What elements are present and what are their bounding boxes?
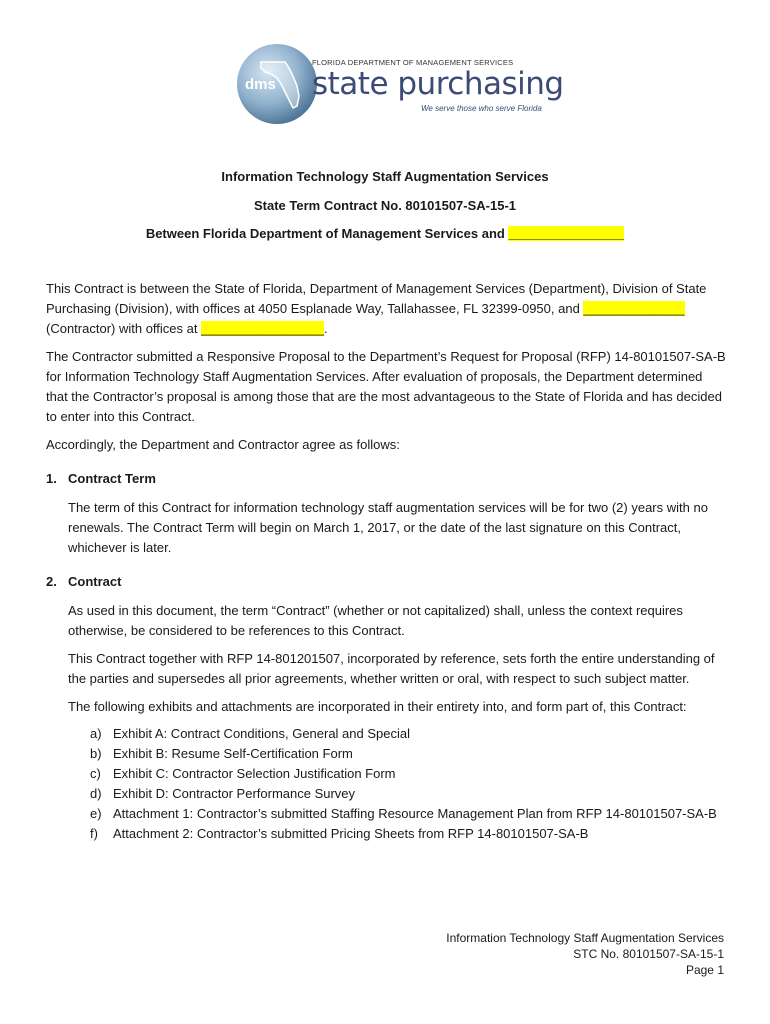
- contractor-blank[interactable]: ______________: [583, 301, 685, 316]
- intro-line-2: [46, 299, 726, 319]
- list-item-label: a): [90, 726, 102, 741]
- list-item: [90, 804, 717, 824]
- list-item-text: Exhibit D: Contractor Performance Survey: [113, 786, 356, 801]
- section-2-paragraph-1: As used in this document, the term “Contract” (whether or not capitalized) shall, unless the context requires otherwise, be considered to be references to this Contract.: [68, 603, 683, 638]
- list-item-text: Exhibit B: Resume Self-Certification Form: [113, 746, 353, 761]
- footer-title: Information Technology Staff Augmentation Services: [446, 931, 724, 945]
- list-item-text: Attachment 2: Contractor’s submitted Pricing Sheets from RFP 14-80101507-SA-B: [113, 826, 589, 841]
- intro-line-1: This Contract is between the State of Florida, Department of Management Services (Department), Division of State: [46, 281, 707, 296]
- section-2-title: Contract: [68, 574, 122, 589]
- list-item-label: f): [90, 826, 98, 841]
- list-item-text: Attachment 1: Contractor’s submitted Staffing Resource Management Plan from RFP 14-80101507-SA-B: [113, 806, 717, 821]
- section-2-paragraph-3: The following exhibits and attachments are incorporated in their entirety into, and form part of, this Contract:: [68, 699, 687, 714]
- list-item: [90, 744, 717, 764]
- list-item-text: Exhibit C: Contractor Selection Justification Form: [113, 766, 396, 781]
- intro-paragraph: [46, 279, 726, 339]
- logo-name: state purchasing: [312, 66, 564, 102]
- state-purchasing-logo: [237, 44, 564, 134]
- globe-icon: [237, 44, 317, 124]
- intro-line-3-text: (Contractor) with offices at: [46, 321, 202, 336]
- contract-number: State Term Contract No. 80101507-SA-15-1: [253, 198, 517, 213]
- logo-abbr: dms: [245, 76, 276, 93]
- list-item-label: b): [90, 746, 102, 761]
- section-2-heading: [46, 574, 121, 589]
- parties-text: Between Florida Department of Management Services and: [145, 226, 505, 241]
- list-item-label: c): [90, 766, 101, 781]
- section-2-number: 2.: [46, 574, 57, 589]
- section-1-title: Contract Term: [68, 471, 156, 486]
- section-1-paragraph: The term of this Contract for information technology staff augmentation services will be for two (2) years with no renewals. The Contract Term will begin on March 1, 2017, or the date of the last signature on this Contract, whichever is later.: [68, 500, 708, 555]
- list-item: [90, 724, 717, 744]
- section-1-number: 1.: [46, 471, 57, 486]
- page-number: Page 1: [685, 963, 724, 977]
- parties-line: [0, 226, 770, 241]
- agree-paragraph: Accordingly, the Department and Contractor agree as follows:: [46, 437, 400, 452]
- intro-line-3-end: .: [324, 321, 328, 336]
- list-item-label: e): [90, 806, 102, 821]
- document-title: Information Technology Staff Augmentation Services: [221, 169, 549, 184]
- intro-line-3: [46, 319, 726, 339]
- list-item-text: Exhibit A: Contract Conditions, General and Special: [113, 726, 411, 741]
- footer-stc-number: STC No. 80101507-SA-15-1: [573, 947, 724, 961]
- logo-department: FLORIDA DEPARTMENT OF MANAGEMENT SERVICES: [312, 58, 514, 67]
- exhibits-list: [90, 724, 717, 844]
- list-item: [90, 764, 717, 784]
- intro-line-2-text: Purchasing (Division), with offices at 4050 Esplanade Way, Tallahassee, FL 32399-0950, and: [46, 301, 584, 316]
- list-item: [90, 784, 717, 804]
- section-2-paragraph-2: This Contract together with RFP 14-801201507, incorporated by reference, sets forth the entire understanding of the parties and supersedes all prior agreements, whether written or oral, with respect to such subject matter.: [68, 651, 715, 686]
- page-footer: [446, 930, 724, 978]
- section-1-heading: [46, 471, 156, 486]
- contractor-address-blank[interactable]: _________________: [201, 321, 325, 336]
- contractor-name-blank[interactable]: ________________: [508, 226, 625, 241]
- list-item-label: d): [90, 786, 102, 801]
- logo-tagline: We serve those who serve Florida: [421, 104, 542, 113]
- list-item: [90, 824, 717, 844]
- proposal-paragraph: The Contractor submitted a Responsive Proposal to the Department’s Request for Proposal (RFP) 14-80101507-SA-B for Information Technology Staff Augmentation Services. After evaluation of proposals, the Department determined that the Contractor’s proposal is among those that are the most advantageous to the State of Florida and has decided to enter into this Contract.: [46, 349, 726, 424]
